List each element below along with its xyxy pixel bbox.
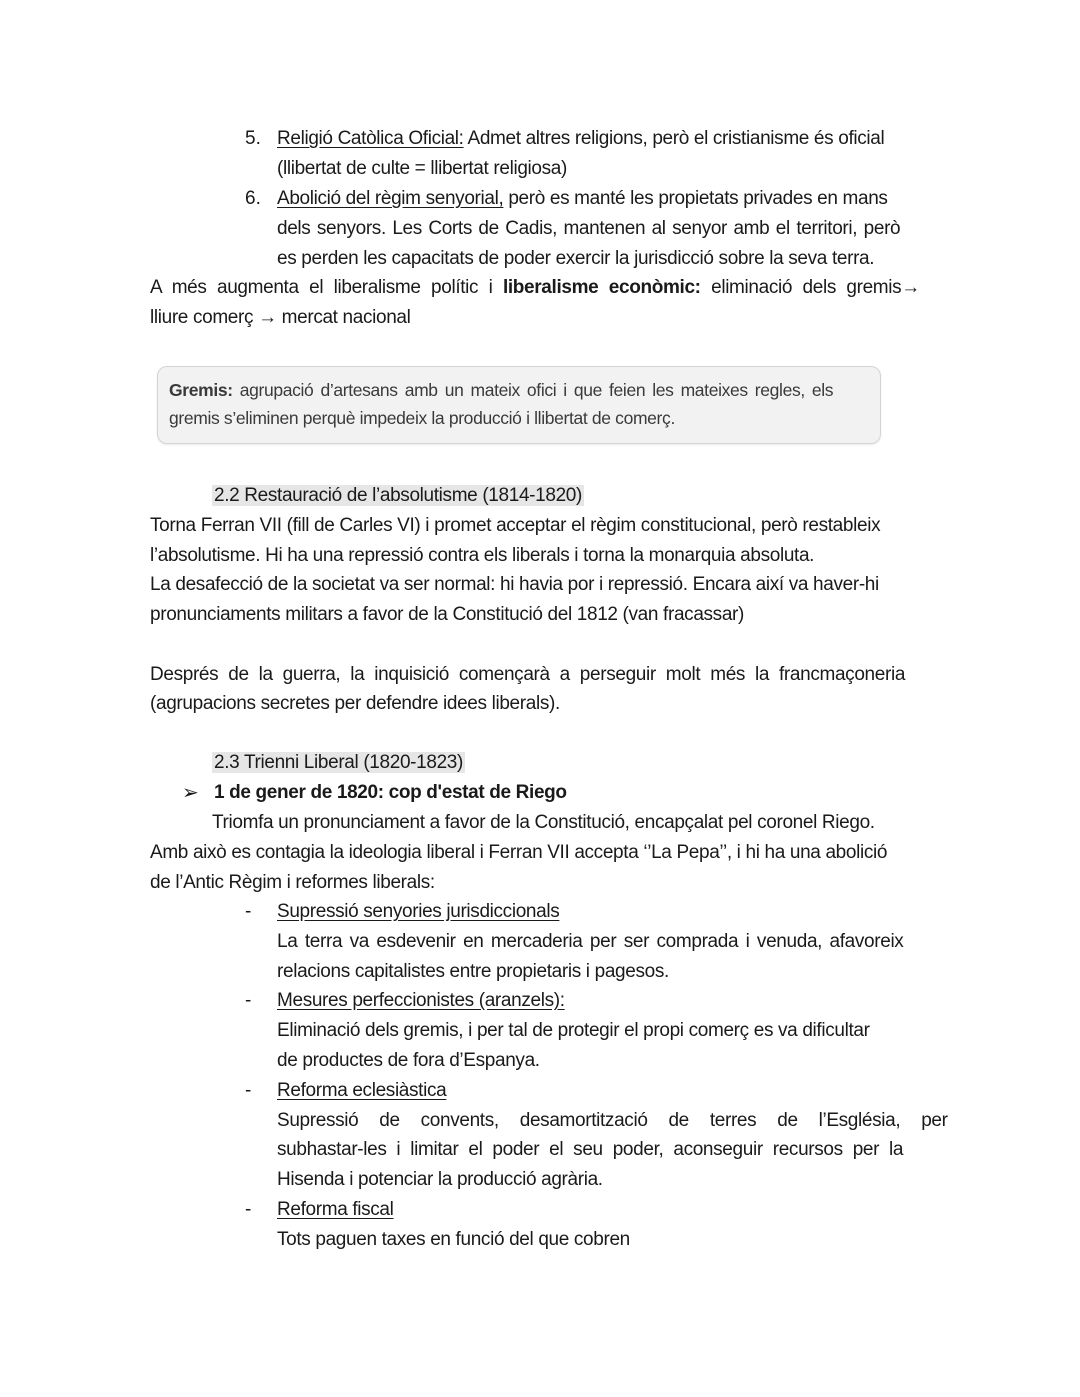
section-2-2-p3-line-1: Després de la guerra, la inquisició començarà a perseguir molt més la francmaçoneria (150, 664, 906, 685)
liberalism-paragraph-line-1: A més augmenta el liberalisme polític i liberalisme econòmic: eliminació dels gremis→ (150, 277, 920, 298)
list-item-5-title: Religió Catòlica Oficial: (277, 128, 464, 149)
reform-dash-3: - (245, 1080, 252, 1101)
reform-1-line-1: La terra va esdevenir en mercaderia per ser comprada i venuda, afavoreix (277, 931, 904, 952)
reform-title-4: Reforma fiscal (277, 1199, 394, 1220)
reform-3-line-3: Hisenda i potenciar la producció agrària. (277, 1169, 603, 1190)
gremis-definition-callout (157, 366, 881, 444)
section-2-2-p3-line-2: (agrupacions secretes per defendre idees liberals). (150, 693, 560, 714)
liberalism-paragraph-line-2: lliure comerç → mercat nacional (150, 307, 411, 328)
reform-3-line-1: Supressió de convents, desamortització de terres de l’Església, per (277, 1110, 948, 1131)
reform-title-1: Supressió senyories jurisdiccionals (277, 901, 560, 922)
section-heading-2-2: 2.2 Restauració de l’absolutisme (1814-1820) (214, 485, 582, 506)
section-2-2-p2-line-1: La desafecció de la societat va ser normal: hi havia por i repressió. Encara així va haver-hi (150, 574, 879, 595)
section-2-2-p1-line-1: Torna Ferran VII (fill de Carles VI) i promet acceptar el règim constitucional, però restableix (150, 515, 881, 536)
bullet-title-riego: 1 de gener de 1820: cop d'estat de Riego (214, 782, 567, 803)
callout-term: Gremis: (169, 380, 233, 400)
list-item-6-line-2: dels senyors. Les Corts de Cadis, mantenen al senyor amb el territori, però (277, 218, 901, 239)
section-2-3-p-line-3: de l’Antic Règim i reformes liberals: (150, 872, 435, 893)
section-2-3-p-line-1: Triomfa un pronunciament a favor de la Constitució, encapçalat pel coronel Riego. (212, 812, 875, 833)
section-2-2-p2-line-2: pronunciaments militars a favor de la Constitució del 1812 (van fracassar) (150, 604, 745, 625)
list-item-5-line-2: (llibertat de culte = llibertat religiosa) (277, 158, 567, 179)
arrow-bullet-icon: ➢ (182, 782, 199, 804)
callout-line-2: gremis s’eliminen perquè impedeix la producció i llibertat de comerç. (169, 408, 675, 428)
list-item-6-line-1: Abolició del règim senyorial, però es manté les propietats privades en mans (277, 188, 888, 209)
reform-title-3: Reforma eclesiàstica (277, 1080, 447, 1101)
list-number-5: 5. (245, 128, 261, 149)
reform-dash-4: - (245, 1199, 252, 1220)
reform-3-line-2: subhastar-les i limitar el poder el seu poder, aconseguir recursos per la (277, 1139, 904, 1160)
reform-title-2: Mesures perfeccionistes (aranzels): (277, 990, 565, 1011)
section-2-3-p-line-2: Amb això es contagia la ideologia liberal i Ferran VII accepta ‘’La Pepa’’, i hi ha una abolició (150, 842, 888, 863)
section-2-2-p1-line-2: l’absolutisme. Hi ha una repressió contra els liberals i torna la monarquia absoluta. (150, 545, 815, 566)
callout-line-1: Gremis: agrupació d’artesans amb un mateix ofici i que feien les mateixes regles, els (169, 380, 834, 400)
reform-dash-1: - (245, 901, 252, 922)
reform-2-line-2: de productes de fora d’Espanya. (277, 1050, 540, 1071)
reform-4-line-1: Tots paguen taxes en funció del que cobren (277, 1229, 630, 1250)
section-heading-2-3: 2.3 Trienni Liberal (1820-1823) (214, 752, 463, 773)
list-item-5-line-1: Religió Catòlica Oficial: Admet altres religions, però el cristianisme és oficial (277, 128, 885, 149)
list-item-6-line-3: es perden les capacitats de poder exercir la jurisdicció sobre la seva terra. (277, 248, 875, 269)
list-item-6-title: Abolició del règim senyorial, (277, 188, 504, 209)
liberalism-economic-bold: liberalisme econòmic: (502, 277, 701, 298)
reform-1-line-2: relacions capitalistes entre propietaris i pagesos. (277, 961, 669, 982)
list-number-6: 6. (245, 188, 261, 209)
reform-2-line-1: Eliminació dels gremis, i per tal de protegir el propi comerç es va dificultar (277, 1020, 870, 1041)
reform-dash-2: - (245, 990, 252, 1011)
